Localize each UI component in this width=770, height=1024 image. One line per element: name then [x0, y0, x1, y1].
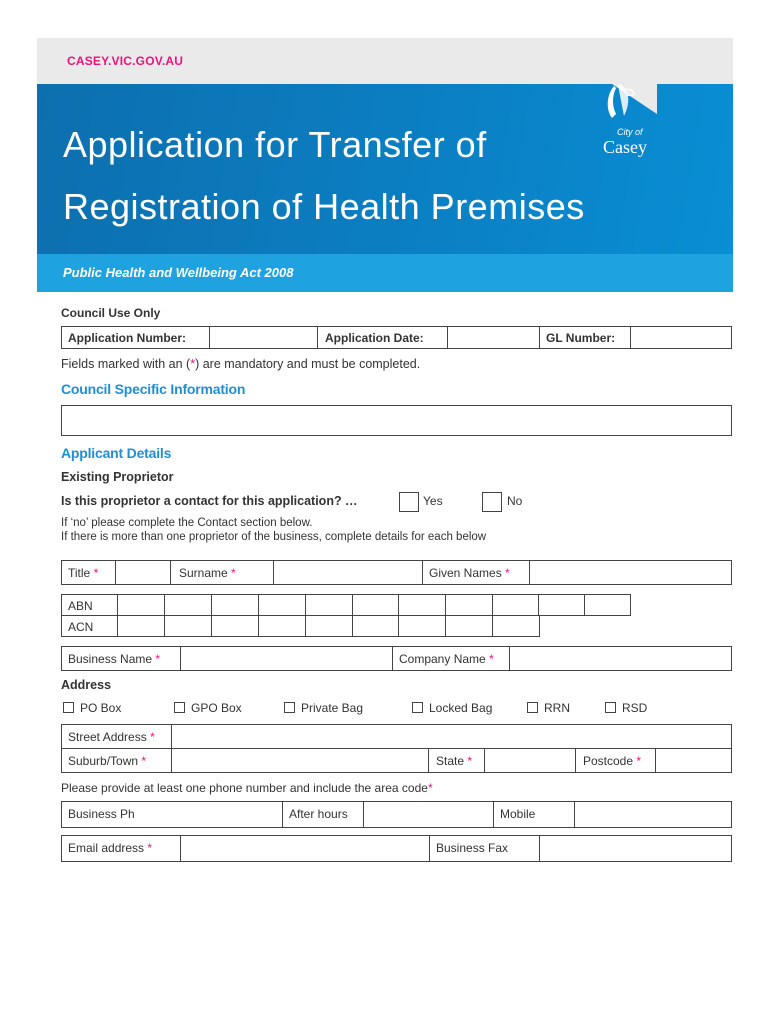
multiple-proprietor-instruction: If there is more than one proprietor of the business, complete details for each below: [61, 531, 487, 543]
council-specific-field[interactable]: [61, 405, 732, 436]
street-address-field[interactable]: [172, 725, 733, 748]
acn-digit-field[interactable]: [353, 616, 399, 636]
private-bag-checkbox[interactable]: [284, 702, 295, 713]
acn-digit-field[interactable]: [306, 616, 353, 636]
council-use-heading: Council Use Only: [61, 306, 161, 320]
acn-label: ACN: [68, 620, 94, 634]
gl-number-field[interactable]: [631, 327, 733, 348]
gl-number-label: GL Number:: [546, 331, 616, 345]
given-names-label: Given Names *: [429, 566, 510, 580]
acn-digit-field[interactable]: [259, 616, 306, 636]
suburb-label: Suburb/Town *: [68, 754, 147, 768]
po-box-checkbox[interactable]: [63, 702, 74, 713]
email-field[interactable]: [181, 836, 430, 861]
mobile-field[interactable]: [575, 802, 733, 827]
no-instruction: If ‘no’ please complete the Contact section below.: [61, 517, 313, 529]
state-label: State *: [436, 754, 473, 768]
application-date-label: Application Date:: [325, 331, 424, 345]
acn-digit-field[interactable]: [118, 616, 165, 636]
gpo-box-option[interactable]: GPO Box: [174, 701, 242, 715]
no-label: No: [507, 494, 523, 508]
acn-digit-field[interactable]: [399, 616, 446, 636]
email-row: [61, 835, 732, 862]
title-field[interactable]: [116, 561, 171, 584]
abn-label: ABN: [68, 599, 93, 613]
contact-question: Is this proprietor a contact for this application? …: [61, 494, 358, 508]
logo-text-small: City of: [617, 127, 643, 137]
business-name-label: Business Name *: [68, 652, 161, 666]
application-number-label: Application Number:: [68, 331, 187, 345]
acn-row: [61, 615, 540, 637]
gpo-box-checkbox[interactable]: [174, 702, 185, 713]
address-heading: Address: [61, 678, 112, 692]
abn-digit-field[interactable]: [446, 595, 493, 615]
after-hours-field[interactable]: [364, 802, 494, 827]
act-banner: [37, 254, 733, 292]
logo-text: Casey: [603, 137, 647, 157]
business-name-field[interactable]: [181, 647, 393, 670]
after-hours-label: After hours: [289, 807, 348, 821]
abn-digit-field[interactable]: [165, 595, 212, 615]
abn-row: [61, 594, 631, 616]
council-use-table: [61, 326, 732, 349]
name-row: [61, 560, 732, 585]
po-box-option[interactable]: PO Box: [63, 701, 121, 715]
applicant-details-heading: Applicant Details: [61, 445, 172, 461]
mandatory-note: Fields marked with an (*) are mandatory and must be completed.: [61, 357, 421, 371]
application-number-field[interactable]: [210, 327, 318, 348]
company-name-label: Company Name *: [399, 652, 494, 666]
website-url: CASEY.VIC.GOV.AU: [67, 54, 184, 68]
acn-digit-field[interactable]: [446, 616, 493, 636]
email-label: Email address *: [68, 841, 153, 855]
business-phone-label: Business Ph: [68, 807, 135, 821]
acn-digit-field[interactable]: [212, 616, 259, 636]
phone-row: [61, 801, 732, 828]
abn-digit-field[interactable]: [399, 595, 446, 615]
title-label: Title *: [68, 566, 99, 580]
council-specific-heading: Council Specific Information: [61, 381, 246, 397]
phone-note: Please provide at least one phone number and include the area code*: [61, 781, 433, 795]
abn-digit-field[interactable]: [306, 595, 353, 615]
business-fax-label: Business Fax: [436, 841, 509, 855]
abn-digit-field[interactable]: [212, 595, 259, 615]
business-fax-field[interactable]: [540, 836, 733, 861]
yes-label: Yes: [423, 494, 443, 508]
rsd-option[interactable]: RSD: [605, 701, 647, 715]
application-date-field[interactable]: [448, 327, 540, 348]
postcode-label: Postcode *: [583, 754, 642, 768]
company-name-field[interactable]: [510, 647, 733, 670]
act-name: Public Health and Wellbeing Act 2008: [63, 265, 294, 280]
acn-digit-field[interactable]: [165, 616, 212, 636]
no-checkbox[interactable]: [482, 492, 502, 512]
business-name-row: [61, 646, 732, 671]
locked-bag-option[interactable]: Locked Bag: [412, 701, 492, 715]
abn-digit-field[interactable]: [353, 595, 399, 615]
abn-digit-field[interactable]: [259, 595, 306, 615]
surname-label: Surname *: [179, 566, 236, 580]
street-address-label: Street Address *: [68, 730, 155, 744]
private-bag-option[interactable]: Private Bag: [284, 701, 363, 715]
state-field[interactable]: [485, 749, 576, 772]
rsd-checkbox[interactable]: [605, 702, 616, 713]
rrn-checkbox[interactable]: [527, 702, 538, 713]
yes-checkbox[interactable]: [399, 492, 419, 512]
postcode-field[interactable]: [656, 749, 733, 772]
acn-digit-field[interactable]: [493, 616, 541, 636]
suburb-row: [61, 748, 732, 773]
abn-digit-field[interactable]: [539, 595, 585, 615]
abn-digit-field[interactable]: [493, 595, 539, 615]
abn-digit-field[interactable]: [585, 595, 632, 615]
street-row: [61, 724, 732, 749]
existing-proprietor-heading: Existing Proprietor: [61, 470, 174, 484]
suburb-field[interactable]: [172, 749, 429, 772]
rrn-option[interactable]: RRN: [527, 701, 570, 715]
locked-bag-checkbox[interactable]: [412, 702, 423, 713]
mobile-label: Mobile: [500, 807, 536, 821]
abn-digit-field[interactable]: [118, 595, 165, 615]
given-names-field[interactable]: [530, 561, 733, 584]
page-title: Application for Transfer of Registration of Health Premises: [63, 124, 585, 227]
surname-field[interactable]: [274, 561, 423, 584]
